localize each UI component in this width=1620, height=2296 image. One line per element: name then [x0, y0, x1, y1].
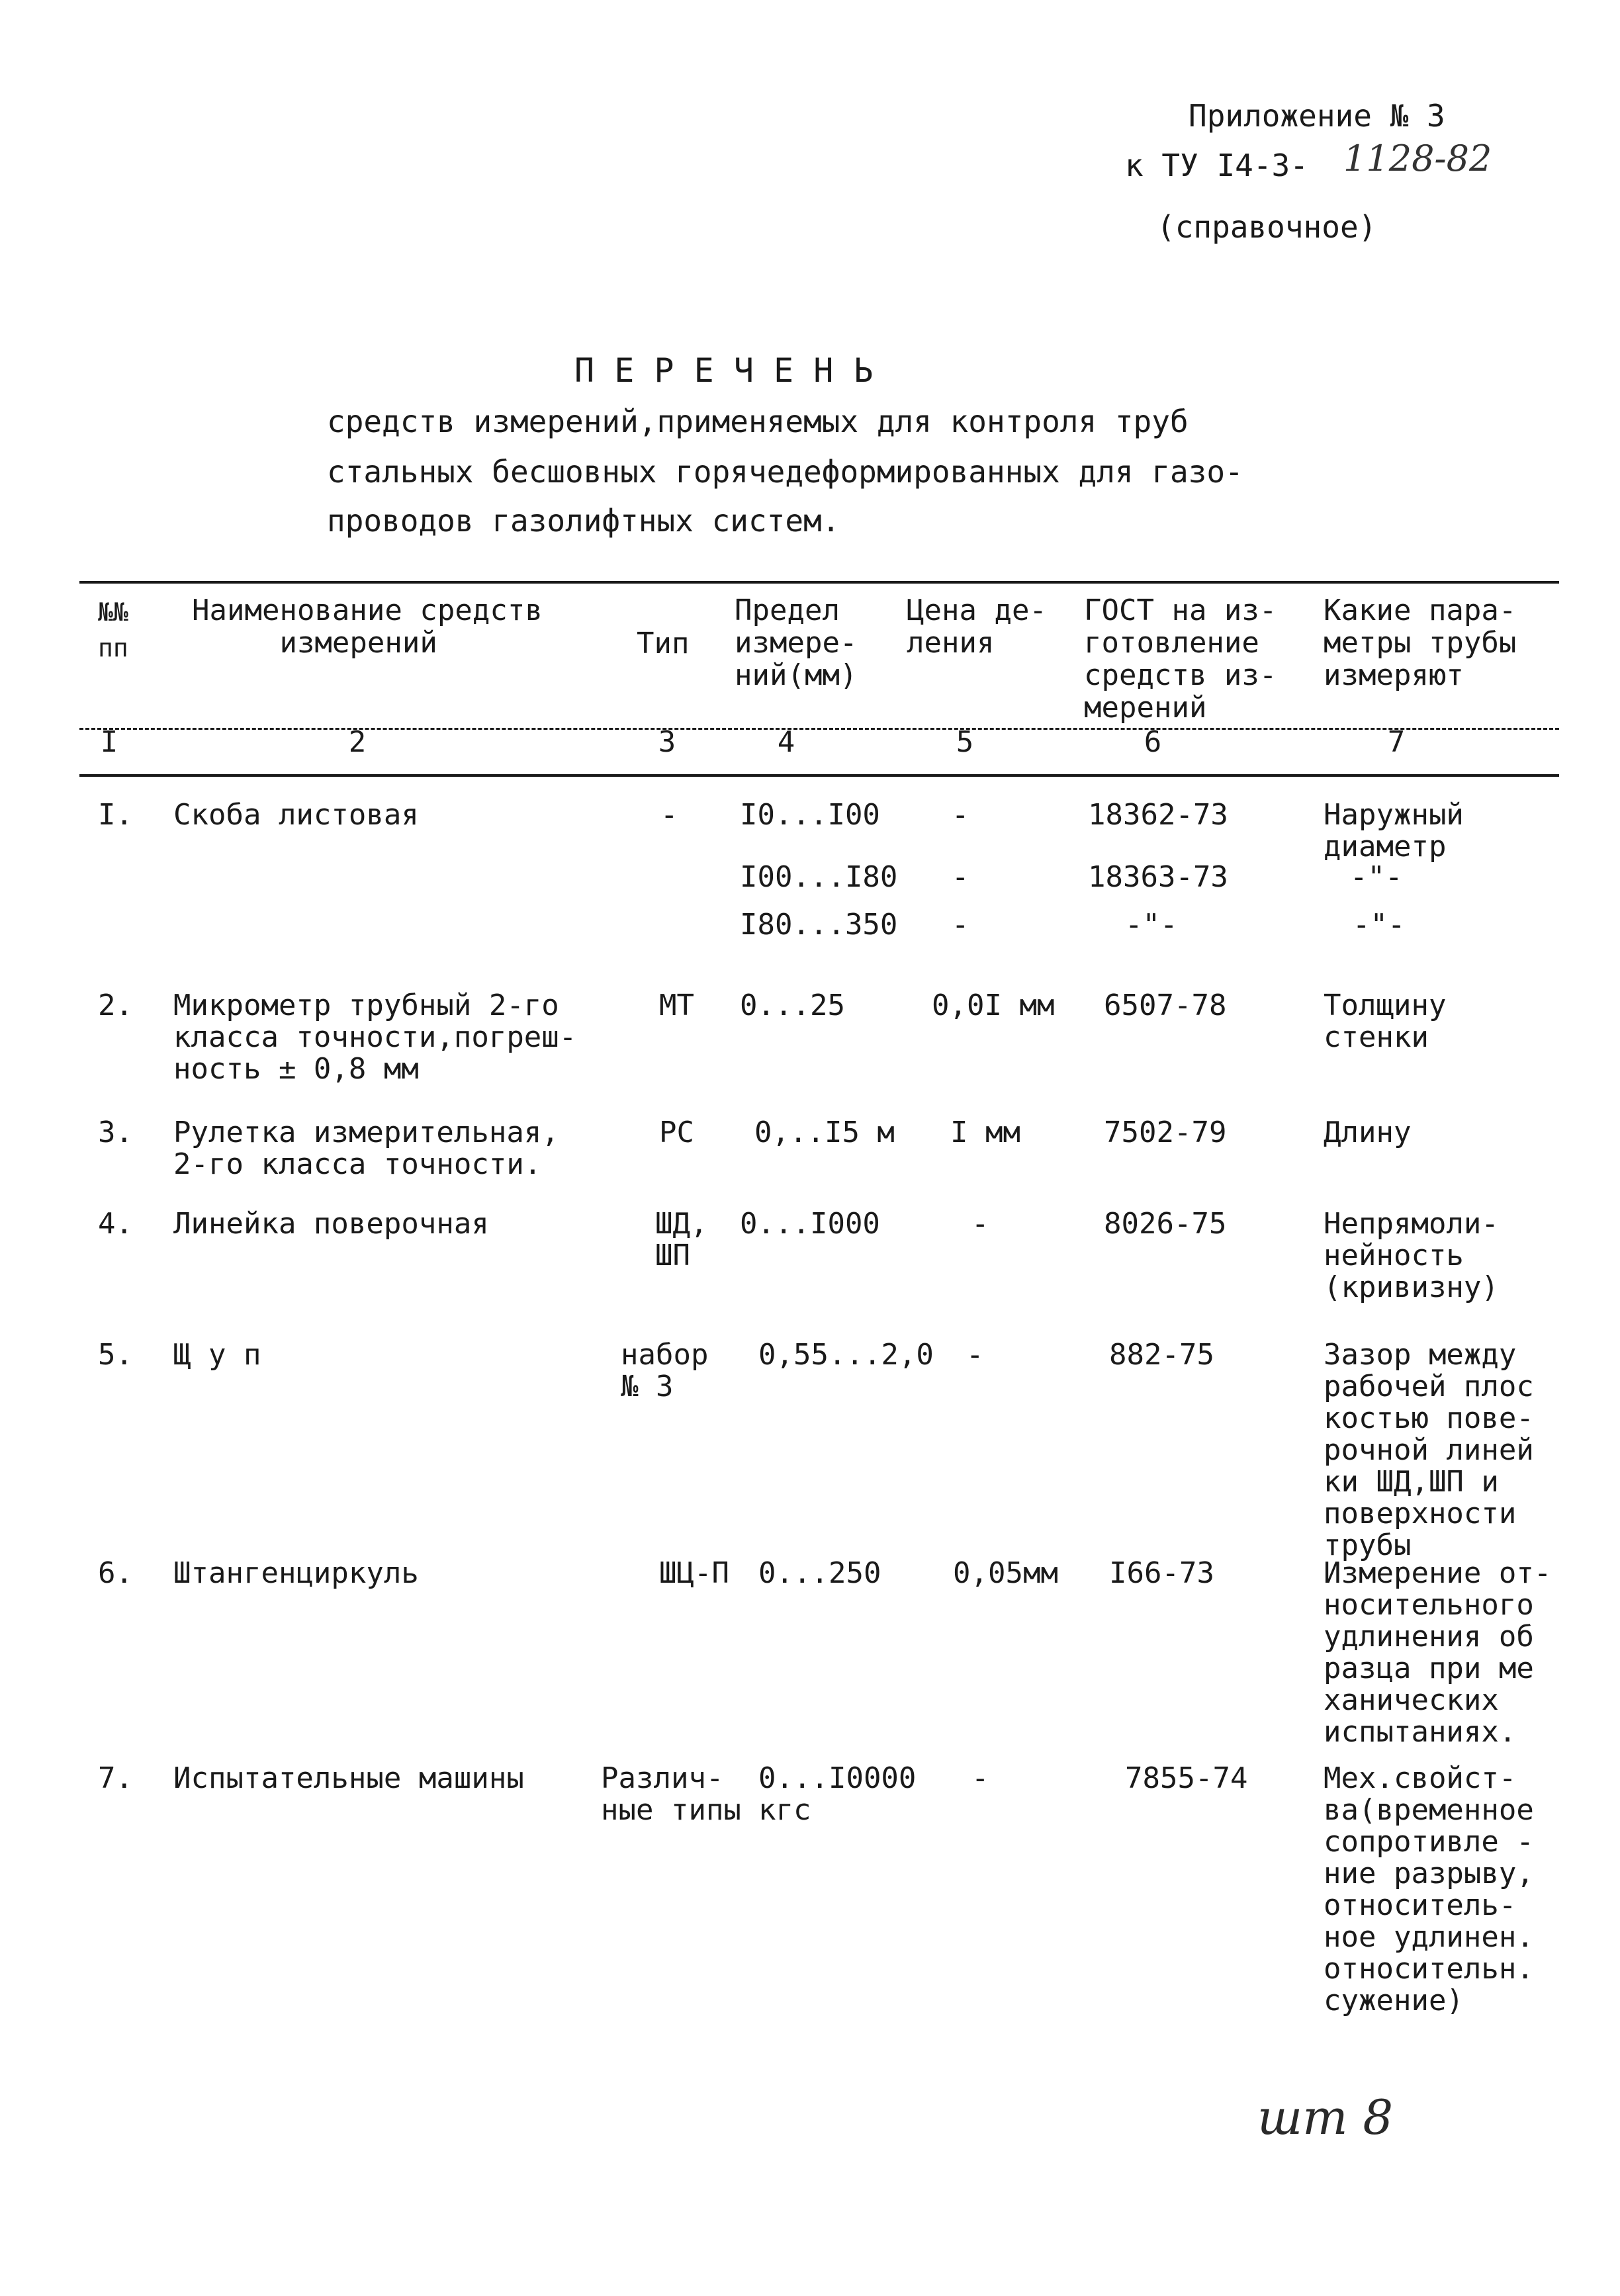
row-number: 5. — [98, 1338, 133, 1372]
measurement-limit: 0...250 — [758, 1556, 881, 1590]
scale-division: - — [952, 860, 969, 894]
measured-parameters: Длину — [1324, 1116, 1412, 1149]
title-line-3: проводов газолифтных систем. — [327, 503, 840, 539]
title-line-2: стальных бесшовных горячедеформированных для газо- — [327, 454, 1243, 490]
measured-parameters: -"- — [1350, 860, 1403, 894]
instrument-type: ШД, ШП — [655, 1207, 708, 1272]
instrument-name: Линейка поверочная — [173, 1207, 489, 1241]
gost-standard: -"- — [1125, 908, 1178, 942]
header-gost: ГОСТ на из- готовление средств из- мерений — [1084, 594, 1277, 725]
gost-standard: 7502-79 — [1104, 1116, 1227, 1149]
scale-division: - — [952, 798, 969, 832]
measurement-limit: 0...25 — [740, 989, 845, 1022]
measured-parameters: -"- — [1353, 908, 1406, 942]
gost-standard: 882-75 — [1109, 1338, 1214, 1372]
column-number: 7 — [1387, 725, 1406, 759]
scale-division: - — [971, 1761, 989, 1795]
header-number: №№ пп — [98, 597, 128, 662]
instrument-type: набор № 3 — [621, 1338, 709, 1403]
column-number: I — [100, 725, 118, 759]
instrument-type: - — [660, 798, 678, 832]
scale-division: I мм — [950, 1116, 1020, 1149]
title-line-1: средств измерений,применяемых для контроля труб — [327, 404, 1189, 439]
appendix-reference-note: (справочное) — [1157, 209, 1377, 245]
column-number: 6 — [1144, 725, 1162, 759]
measured-parameters: Толщину стенки — [1324, 989, 1447, 1054]
appendix-tu-handwritten-number: 1128-82 — [1343, 138, 1492, 179]
measured-parameters: Мех.свойст- ва(временное сопротивле - ние разрыву, относитель- ное удлинен. относительн. сужение) — [1324, 1761, 1534, 2017]
measurement-limit: I80...350 — [740, 908, 898, 942]
gost-standard: 7855-74 — [1125, 1761, 1248, 1795]
column-number: 4 — [777, 725, 795, 759]
scale-division: - — [971, 1207, 989, 1241]
gost-standard: 8026-75 — [1104, 1207, 1227, 1241]
measurement-limit: 0,55...2,0 — [758, 1338, 934, 1372]
header-name: Наименование средств измерений — [192, 594, 543, 660]
instrument-name: Скоба листовая — [173, 798, 419, 832]
header-type: Тип — [637, 627, 690, 660]
measured-parameters: Непрямоли- нейность (кривизну) — [1324, 1207, 1499, 1304]
row-number: 6. — [98, 1556, 133, 1590]
scale-division: - — [966, 1338, 984, 1372]
measurement-limit: 0...I000 — [740, 1207, 880, 1241]
column-number: 5 — [956, 725, 974, 759]
document-title: П Е Р Е Ч Е Н Ь — [574, 351, 874, 390]
handwritten-signature: шт 8 — [1257, 2090, 1394, 2145]
gost-standard: 6507-78 — [1104, 989, 1227, 1022]
measurement-limit: 0,..I5 м — [754, 1116, 895, 1149]
instrument-type: МТ — [659, 989, 694, 1022]
instrument-name: Испытательные машины — [173, 1761, 524, 1795]
column-number: 2 — [348, 725, 367, 759]
column-number: 3 — [658, 725, 676, 759]
measurement-limit: 0...I0000 кгс — [758, 1761, 917, 1827]
row-number: 3. — [98, 1116, 133, 1149]
row-number: I. — [98, 798, 133, 832]
instrument-name: Микрометр трубный 2-го класса точности,погреш- ность ± 0,8 мм — [173, 989, 577, 1086]
instrument-name: Щ у п — [173, 1338, 261, 1372]
gost-standard: I66-73 — [1109, 1556, 1214, 1590]
header-division: Цена де- ления — [907, 594, 1047, 660]
header-limit: Предел измере- ний(мм) — [735, 594, 858, 692]
scale-division: 0,0I мм — [932, 989, 1055, 1022]
gost-standard: 18362-73 — [1088, 798, 1228, 832]
measured-parameters: Измерение от- носительного удлинения об разца при ме ханических испытаниях. — [1324, 1556, 1552, 1749]
instrument-type: Различ- ные типы — [601, 1761, 741, 1827]
appendix-number: Приложение № 3 — [1189, 98, 1445, 134]
instrument-type: РС — [659, 1116, 694, 1149]
table-top-rule — [79, 581, 1559, 584]
measured-parameters: Наружный диаметр — [1324, 798, 1464, 863]
instrument-type: ШЦ-П — [659, 1556, 729, 1590]
row-number: 7. — [98, 1761, 133, 1795]
gost-standard: 18363-73 — [1088, 860, 1228, 894]
appendix-tu-prefix: к ТУ I4-3- — [1125, 148, 1308, 183]
table-header-rule — [79, 728, 1559, 730]
row-number: 2. — [98, 989, 133, 1022]
measurement-limit: I0...I00 — [740, 798, 880, 832]
header-parameters: Какие пара- метры трубы измеряют — [1324, 594, 1517, 692]
row-number: 4. — [98, 1207, 133, 1241]
measurement-limit: I00...I80 — [740, 860, 898, 894]
measured-parameters: Зазор между рабочей плос костью пове- рочной линей ки ШД,ШП и поверхности трубы — [1324, 1338, 1534, 1562]
scale-division: - — [952, 908, 969, 942]
instrument-name: Штангенциркуль — [173, 1556, 419, 1590]
table-column-numbers-rule — [79, 774, 1559, 777]
scale-division: 0,05мм — [953, 1556, 1058, 1590]
instrument-name: Рулетка измерительная, 2-го класса точности. — [173, 1116, 559, 1181]
